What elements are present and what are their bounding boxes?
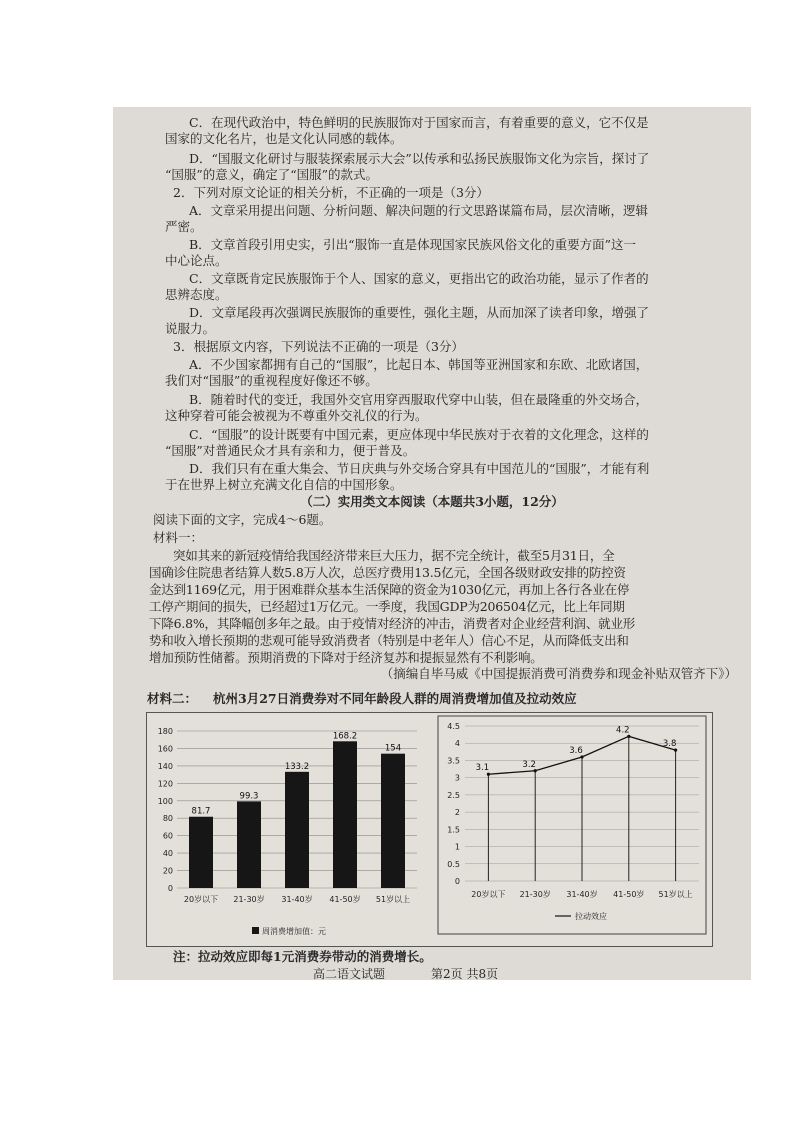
bar-chart-y-tick-label: 180 (157, 727, 173, 736)
bar-chart-bar (237, 801, 261, 888)
bar-chart-y-tick-label: 120 (157, 779, 173, 789)
question-line: C．在现代政治中，特色鲜明的民族服饰对于国家而言，有着重要的意义，它不仅是 (189, 115, 649, 130)
footer-exam-name: 高二语文试题 (313, 967, 386, 980)
bar-chart-y-tick-label: 140 (157, 761, 173, 771)
line-chart-data-label: 3.6 (569, 746, 583, 756)
line-chart-data-label: 3.8 (662, 739, 677, 750)
question-line: D．“国服文化研讨与服装探索展示大会”以传承和弘扬民族服饰文化为宗旨，探讨了 (189, 151, 650, 166)
section-heading: （二）实用类文本阅读（本题共3小题，12分） (300, 494, 564, 509)
material1-line: 下降6.8%，其降幅创多年之最。由于疫情对经济的冲击，消费者对企业经营利润、就业形 (149, 616, 636, 631)
bar-chart-y-tick-label: 60 (162, 831, 173, 841)
bar-chart-y-tick-label: 0 (167, 884, 173, 893)
question-line: 3．根据原文内容，下列说法不正确的一项是（3分） (173, 339, 464, 354)
bar-chart-y-tick-label: 20 (162, 866, 173, 876)
question-line: 国家的文化名片，也是文化认同感的载体。 (165, 131, 403, 146)
question-line: 思辨态度。 (165, 287, 228, 302)
material1-line: 势和收入增长预期的悲观可能导致消费者（特别是中老年人）信心不足，从而降低支出和 (149, 633, 629, 648)
question-line: C．文章既肯定民族服饰于个人、国家的意义，更指出它的政治功能，显示了作者的 (189, 271, 649, 286)
question-line: D．我们只有在重大集会、节日庆典与外交场合穿具有中国范儿的“国服”，才能有利 (189, 461, 650, 476)
question-line: C．“国服”的设计既要有中国元素，更应体现中华民族对于衣着的文化理念，这样的 (189, 427, 649, 442)
bar-chart-data-label: 168.2 (332, 731, 358, 742)
line-chart (447, 722, 699, 921)
bar-chart-legend-label: 周消费增加值：元 (262, 927, 326, 936)
bar-chart-x-tick-label: 41-50岁 (329, 895, 361, 904)
question-line: 2．下列对原文论证的相关分析，不正确的一项是（3分） (173, 185, 489, 200)
photographed-exam-page (113, 107, 751, 980)
bar-chart-bar (333, 741, 357, 888)
bar-chart-bar (285, 772, 309, 888)
question-line: 于在世界上树立充满文化自信的中国形象。 (165, 477, 403, 492)
line-chart-x-tick-label: 20岁以下 (471, 890, 506, 899)
material1-label: 材料一： (153, 530, 204, 545)
bar-chart-bar (381, 754, 405, 888)
line-chart-y-tick-label: 3 (454, 773, 460, 783)
line-chart-y-tick-label: 4 (454, 739, 460, 749)
line-chart-legend-label: 拉动效应 (575, 912, 607, 921)
question-line: 严密。 (165, 219, 203, 234)
question-line: B．文章首段引用史实，引出“服饰一直是体现国家民族风俗文化的重要方面”这一 (189, 237, 636, 252)
bar-chart-data-label: 154 (384, 743, 402, 754)
exam-sheet (113, 107, 751, 980)
bar-chart-x-tick-label: 20岁以下 (183, 895, 219, 904)
bar-chart-bar (189, 817, 213, 888)
question-line: “国服”对普通民众才具有亲和力，便于普及。 (165, 443, 416, 458)
bar-chart-legend-swatch (252, 927, 259, 934)
line-chart-y-tick-label: 2 (454, 808, 460, 818)
bar-chart-x-tick-label: 51岁以上 (375, 895, 411, 904)
material2-chart-title: 杭州3月27日消费券对不同年龄段人群的周消费增加值及拉动效应 (213, 691, 577, 706)
chart-figure-box (146, 712, 713, 947)
bar-chart (158, 727, 417, 936)
question-line: 我们对“国服”的重视程度好像还不够。 (165, 373, 378, 388)
material1-line: 增加预防性储蓄。预期消费的下降对于经济复苏和提振显然有不利影响。 (149, 650, 543, 665)
line-chart-y-tick-label: 2.5 (447, 790, 460, 800)
bar-chart-x-tick-label: 21-30岁 (233, 895, 265, 904)
line-chart-data-label: 4.2 (616, 725, 630, 736)
bar-chart-data-label: 133.2 (284, 761, 310, 772)
material1-line: 突如其来的新冠疫情给我国经济带来巨大压力，据不完全统计，截至5月31日，全 (173, 548, 615, 563)
bar-chart-y-tick-label: 160 (157, 744, 173, 754)
bar-chart-data-label: 81.7 (191, 806, 211, 817)
line-chart-x-tick-label: 41-50岁 (613, 890, 645, 899)
question-line: 这种穿着可能会被视为不尊重外交礼仪的行为。 (165, 408, 428, 423)
instruction-text: 阅读下面的文字，完成4～6题。 (153, 512, 332, 527)
line-chart-x-tick-label: 51岁以上 (658, 890, 693, 899)
line-chart-y-tick-label: 0 (454, 877, 460, 886)
material1-line: 工停产期间的损失，已经超过1万亿元。一季度，我国GDP为206504亿元，比上年同期 (149, 599, 625, 614)
footer-page-number: 第2页 共8页 (431, 967, 499, 980)
line-chart-y-tick-label: 0.5 (447, 859, 460, 869)
question-line: 说服力。 (165, 321, 216, 336)
material1-line: 金达到1169亿元，用于困难群众基本生活保障的资金为1030亿元，再加上各行各业在停 (149, 582, 630, 597)
line-chart-data-label: 3.1 (475, 763, 490, 774)
line-chart-y-tick-label: 4.5 (447, 722, 460, 731)
material1-source: （摘编自毕马威《中国提振消费可消费券和现金补贴双管齐下》） (380, 666, 737, 681)
line-chart-x-tick-label: 21-30岁 (519, 890, 551, 899)
question-line: D．文章尾段再次强调民族服饰的重要性，强化主题，从而加深了读者印象，增强了 (189, 305, 650, 320)
material1-line: 国确诊住院患者结算人数5.8万人次，总医疗费用13.5亿元，全国各级财政安排的防控资 (149, 565, 626, 580)
question-line: “国服”的意义，确定了“国服”的款式。 (165, 167, 379, 182)
bar-chart-y-tick-label: 80 (162, 814, 173, 824)
line-chart-y-tick-label: 1 (454, 842, 460, 852)
material2-label: 材料二： (147, 691, 198, 706)
question-line: A．不少国家都拥有自己的“国服”，比起日本、韩国等亚洲国家和东欧、北欧诸国， (189, 357, 649, 372)
question-line: B．随着时代的变迁，我国外交官用穿西服取代穿中山装，但在最隆重的外交场合， (189, 392, 649, 407)
bar-chart-y-tick-label: 100 (157, 796, 173, 806)
line-chart-y-tick-label: 1.5 (447, 825, 460, 835)
bar-chart-data-label: 99.3 (239, 791, 259, 802)
chart-note: 注：拉动效应即每1元消费券带动的消费增长。 (173, 949, 432, 964)
line-chart-y-tick-label: 3.5 (447, 756, 460, 766)
bar-chart-x-tick-label: 31-40岁 (281, 895, 313, 904)
question-line: 中心论点。 (165, 253, 228, 268)
charts-svg (147, 713, 712, 946)
bar-chart-y-tick-label: 40 (162, 849, 173, 859)
question-line: A．文章采用提出问题、分析问题、解决问题的行文思路谋篇布局，层次清晰，逻辑 (189, 203, 649, 218)
line-chart-data-label: 3.2 (522, 759, 536, 770)
line-chart-x-tick-label: 31-40岁 (566, 890, 598, 899)
